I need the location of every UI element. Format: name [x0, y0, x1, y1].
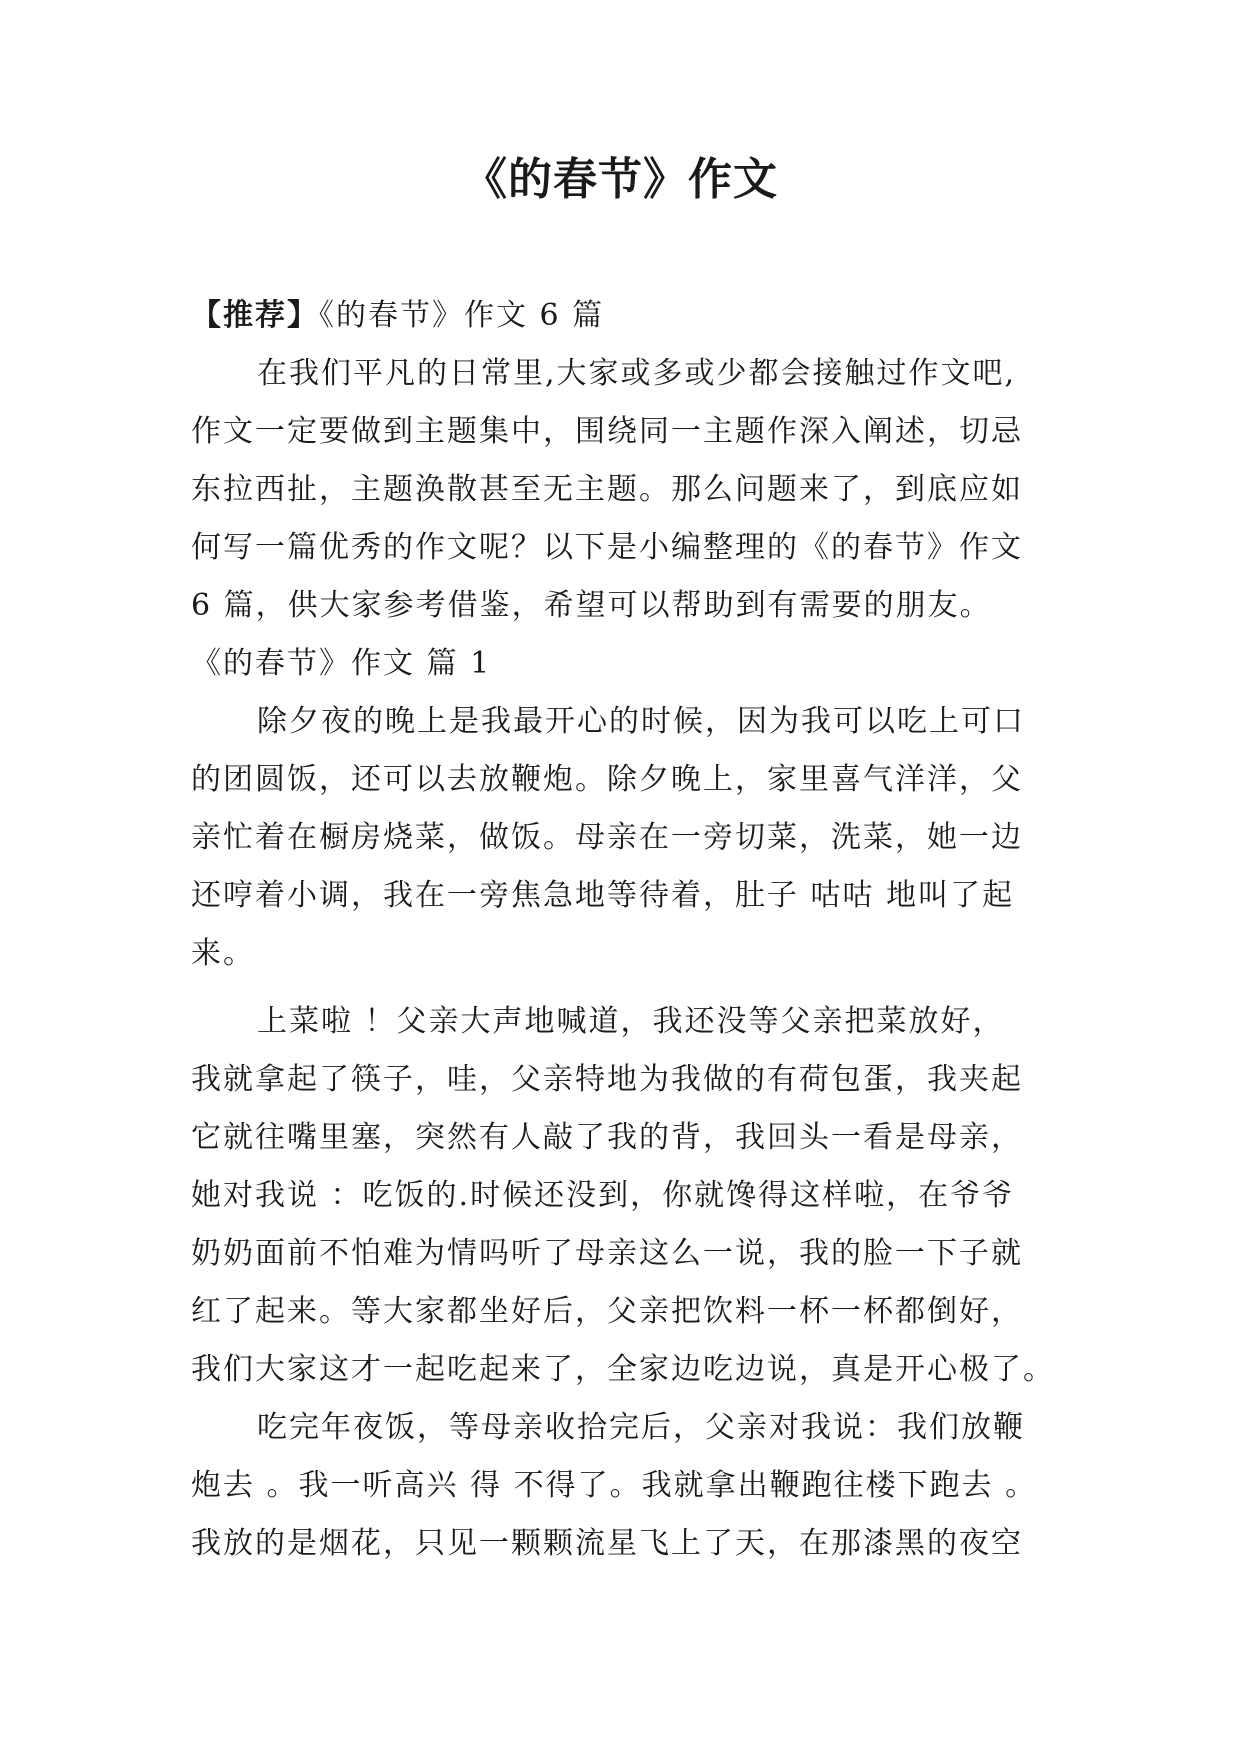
- paragraph-line: 来。: [191, 936, 255, 971]
- paragraph-line: 她对我说 ：吃饭的.时候还没到，你就馋得这样啦，在爷爷: [191, 1178, 1015, 1213]
- paragraph-line: 亲忙着在橱房烧菜，做饭。母亲在一旁切菜，洗菜，她一边: [191, 820, 1023, 855]
- summary-text: 《的春节》作文 6 篇: [319, 298, 605, 333]
- paragraph-line: 东拉西扯，主题涣散甚至无主题。那么问题来了，到底应如: [191, 472, 1023, 507]
- document-body: [191, 287, 1061, 1573]
- paragraph-line: 除夕夜的晚上是我最开心的时候，因为我可以吃上可口: [257, 704, 1025, 739]
- paragraph-line: 炮去 。我一听高兴 得 不得了。我就拿出鞭跑往楼下跑去 。: [191, 1468, 1038, 1503]
- page-title: 《的春节》作文: [463, 154, 778, 205]
- paragraph-line: 在我们平凡的日常里,大家或多或少都会接触过作文吧,: [257, 356, 1017, 391]
- paragraph-line: 的团圆饭，还可以去放鞭炮。除夕晚上，家里喜气洋洋，父: [191, 762, 1023, 797]
- paragraph-line: 何写一篇优秀的作文呢？以下是小编整理的《的春节》作文: [191, 530, 1023, 565]
- recommend-tag: 【推荐】: [191, 298, 319, 333]
- paragraph-line: 还哼着小调，我在一旁焦急地等待着，肚子 咕咕 地叫了起: [191, 878, 1015, 913]
- paragraph-line: 吃完年夜饭，等母亲收拾完后，父亲对我说：我们放鞭: [257, 1410, 1025, 1445]
- paragraph-line: 我就拿起了筷子，哇，父亲特地为我做的有荷包蛋，我夹起: [191, 1062, 1023, 1097]
- paragraph-line: 红了起来。等大家都坐好后，父亲把饮料一杯一杯都倒好，: [191, 1294, 1023, 1329]
- paragraph-line: 6 篇，供大家参考借鉴，希望可以帮助到有需要的朋友。: [191, 588, 992, 623]
- paragraph-line: 作文一定要做到主题集中，围绕同一主题作深入阐述，切忌: [191, 414, 1023, 449]
- paragraph-line: 奶奶面前不怕难为情吗听了母亲这么一说，我的脸一下子就: [191, 1236, 1023, 1271]
- summary-line: [191, 287, 1061, 345]
- paragraph-line: 它就往嘴里塞，突然有人敲了我的背，我回头一看是母亲，: [191, 1120, 1023, 1155]
- paragraph-line: 我们大家这才一起吃起来了，全家边吃边说，真是开心极了。: [191, 1352, 1055, 1387]
- paragraph-line: 我放的是烟花，只见一颗颗流星飞上了天，在那漆黑的夜空: [191, 1526, 1023, 1561]
- section-heading: 《的春节》作文 篇 1: [191, 646, 492, 681]
- paragraph-line: 上菜啦 ！父亲大声地喊道，我还没等父亲把菜放好，: [257, 1004, 1005, 1039]
